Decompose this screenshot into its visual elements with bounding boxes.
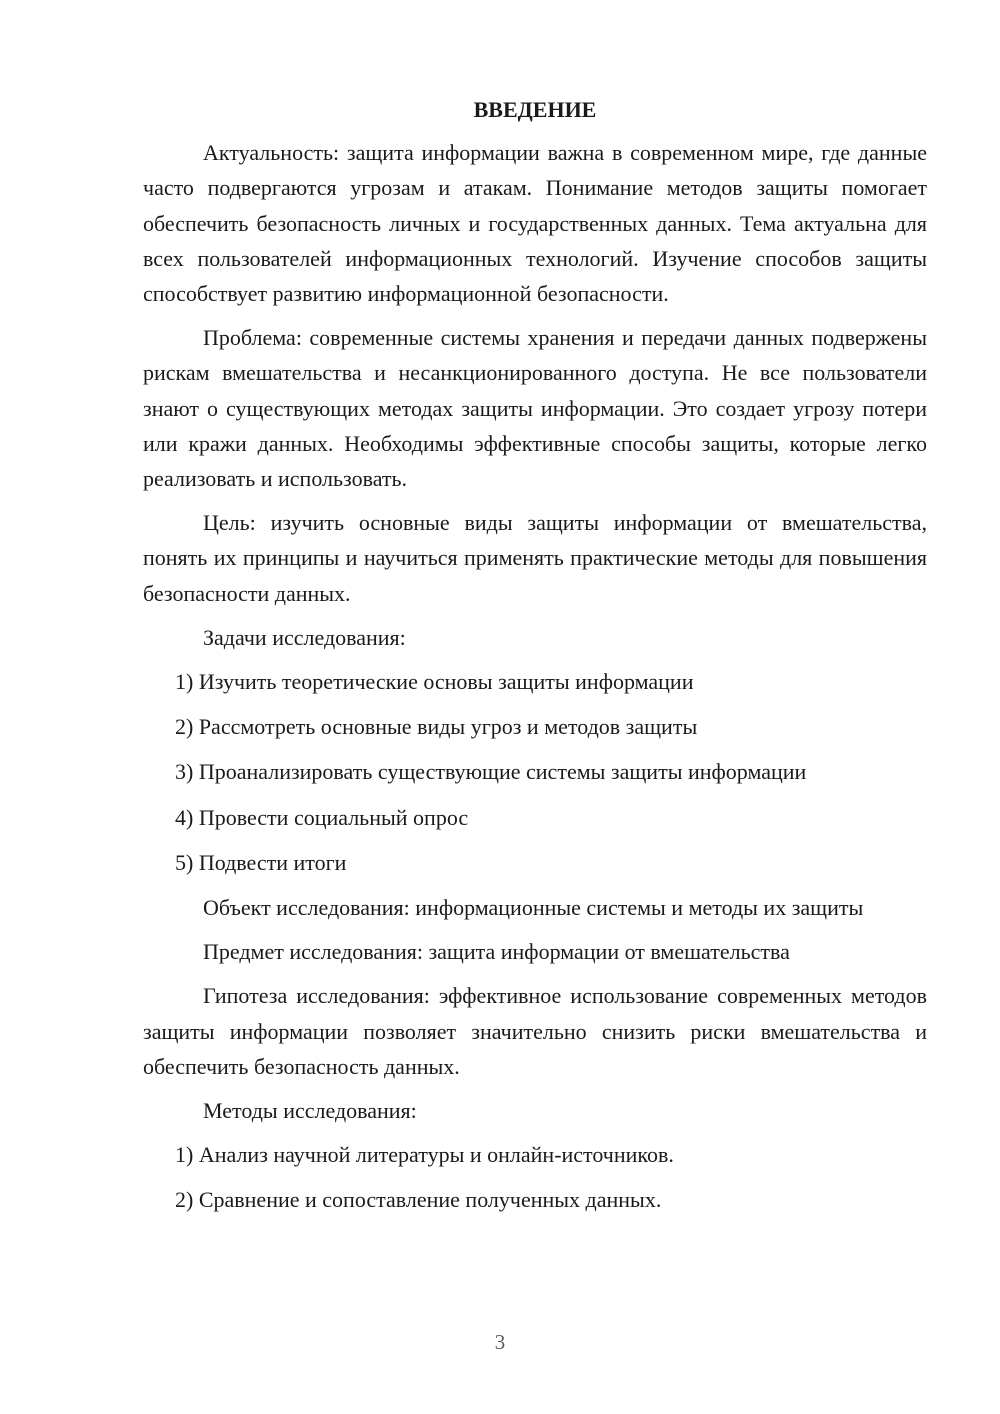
task-item: 3) Проанализировать существующие системы защиты информации: [175, 759, 807, 785]
goal-paragraph: Цель: изучить основные виды защиты информации от вмешательства, понять их принципы и научиться применять практические методы для повышения безопасности данных.: [143, 510, 927, 606]
hypothesis-paragraph: Гипотеза исследования: эффективное использование современных методов защиты информации позволяет значительно снизить риски вмешательства и обеспечить безопасность данных.: [143, 983, 927, 1079]
task-item: 5) Подвести итоги: [175, 849, 347, 875]
tasks-heading: Задачи исследования:: [203, 624, 406, 650]
page-number: 3: [494, 1330, 506, 1354]
relevance-paragraph: Актуальность: защита информации важна в современном мире, где данные часто подвергаются угрозам и атакам. Понимание методов защиты помогает обеспечить безопасность личных и государственных данных. Тема актуальна для всех пользователей информационных технологий. Изучение способов защиты способствует развитию информационной безопасности.: [143, 140, 927, 307]
method-item: 2) Сравнение и сопоставление полученных данных.: [175, 1187, 662, 1213]
task-item: 1) Изучить теоретические основы защиты информации: [175, 669, 694, 695]
section-title: ВВЕДЕНИЕ: [473, 97, 597, 122]
method-item: 1) Анализ научной литературы и онлайн-источников.: [175, 1142, 674, 1168]
task-item: 2) Рассмотреть основные виды угроз и методов защиты: [175, 714, 698, 740]
object-paragraph: Объект исследования: информационные системы и методы их защиты: [203, 895, 864, 921]
problem-paragraph: Проблема: современные системы хранения и передачи данных подвержены рискам вмешательства и несанкционированного доступа. Не все пользователи знают о существующих методах защиты информации. Это создает угрозу потери или кражи данных. Необходимы эффективные способы защиты, которые легко реализовать и использовать.: [143, 325, 927, 492]
task-item: 4) Провести социальный опрос: [175, 804, 469, 830]
methods-heading: Методы исследования:: [203, 1098, 417, 1124]
page-content: [143, 92, 927, 1228]
subject-paragraph: Предмет исследования: защита информации от вмешательства: [203, 939, 790, 965]
